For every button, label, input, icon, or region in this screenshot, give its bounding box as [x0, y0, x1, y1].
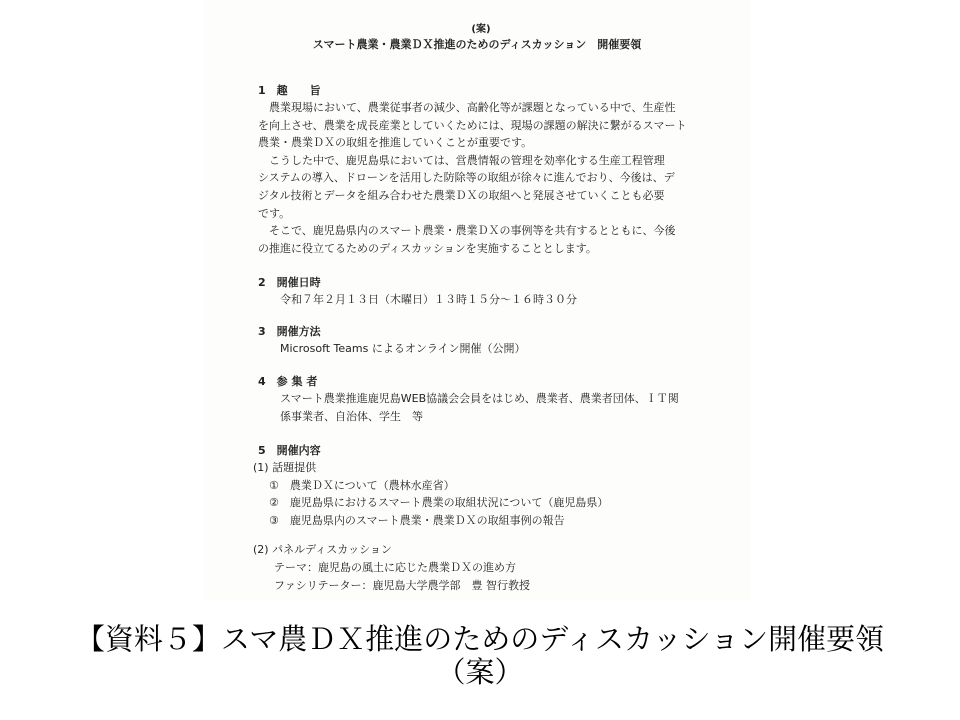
datetime-value: 令和７年２月１３日（木曜日）１３時１５分～１６時３０分	[280, 293, 577, 306]
paragraph-line: ジタル技術とデータを組み合わせた農業ＤＸの取組へと発展させていくことも必要	[258, 188, 665, 202]
section-heading: 5 開催内容	[258, 444, 321, 457]
subsection-heading: (1) 話題提供	[253, 461, 317, 474]
spacer	[258, 529, 728, 541]
section-heading: 1 趣 旨	[258, 84, 321, 97]
paragraph-line: 農業・農業ＤＸの取組を推進していくことが重要です。	[258, 136, 533, 150]
paragraph-line: そこで、鹿児島県内のスマート農業・農業ＤＸの事例等を共有するとともに、今後	[258, 224, 676, 238]
section-purpose	[258, 83, 728, 257]
section-content	[253, 443, 728, 594]
paragraph-line: 農業現場において、農業従事者の減少、高齢化等が課題となっている中で、生産性	[258, 101, 676, 114]
paragraph-line: の推進に役立てるためのディスカッションを実施することとします。	[258, 241, 597, 255]
paragraph-line: システムの導入、ドローンを活用した防除等の取組が徐々に進んでおり、今後は、デ	[258, 171, 675, 185]
slide-caption-line1: 【資料５】スマ農ＤＸ推進のためのディスカッション開催要領	[75, 622, 885, 656]
draft-mark: (案)	[471, 24, 491, 35]
paragraph-line: を向上させ、農業を成長産業としていくためには、現場の課題の解決に繋がるスマート	[258, 118, 687, 132]
section-datetime	[258, 275, 728, 309]
scanned-document	[203, 0, 751, 600]
participants-line: スマート農業推進鹿児島WEB協議会会員をはじめ、農業者、農業者団体、ＩＴ関	[280, 392, 679, 405]
method-value: Microsoft Teams によるオンライン開催（公開）	[280, 342, 526, 355]
list-item: テーマ：鹿児島の風土に応じた農業ＤＸの進め方	[274, 560, 516, 574]
section-method	[258, 324, 728, 358]
list-item: ① 農業ＤＸについて（農林水産省）	[269, 478, 455, 492]
list-item: ② 鹿児島県におけるスマート農業の取組状況について（鹿児島県）	[269, 496, 609, 510]
list-item: ③ 鹿児島県内のスマート農業・農業ＤＸの取組事例の報告	[269, 513, 565, 527]
section-heading: 2 開催日時	[258, 276, 321, 289]
paragraph-line: こうした中で、鹿児島県においては、営農情報の管理を効率化する生産工程管理	[258, 153, 665, 167]
paragraph-line: です。	[258, 206, 291, 220]
section-participants	[258, 374, 728, 425]
subsection-heading: (2) パネルディスカッション	[253, 543, 392, 557]
document-title: スマート農業・農業ＤＸ推進のためのディスカッション 開催要領	[312, 38, 642, 51]
slide-caption-line2: （案）	[436, 655, 524, 689]
section-heading: 3 開催方法	[258, 325, 321, 338]
section-heading: 4 参 集 者	[258, 375, 318, 388]
participants-line: 係事業者、自治体、学生 等	[280, 409, 423, 423]
list-item: ファシリテーター：鹿児島大学農学部 豊 智行教授	[274, 578, 531, 592]
